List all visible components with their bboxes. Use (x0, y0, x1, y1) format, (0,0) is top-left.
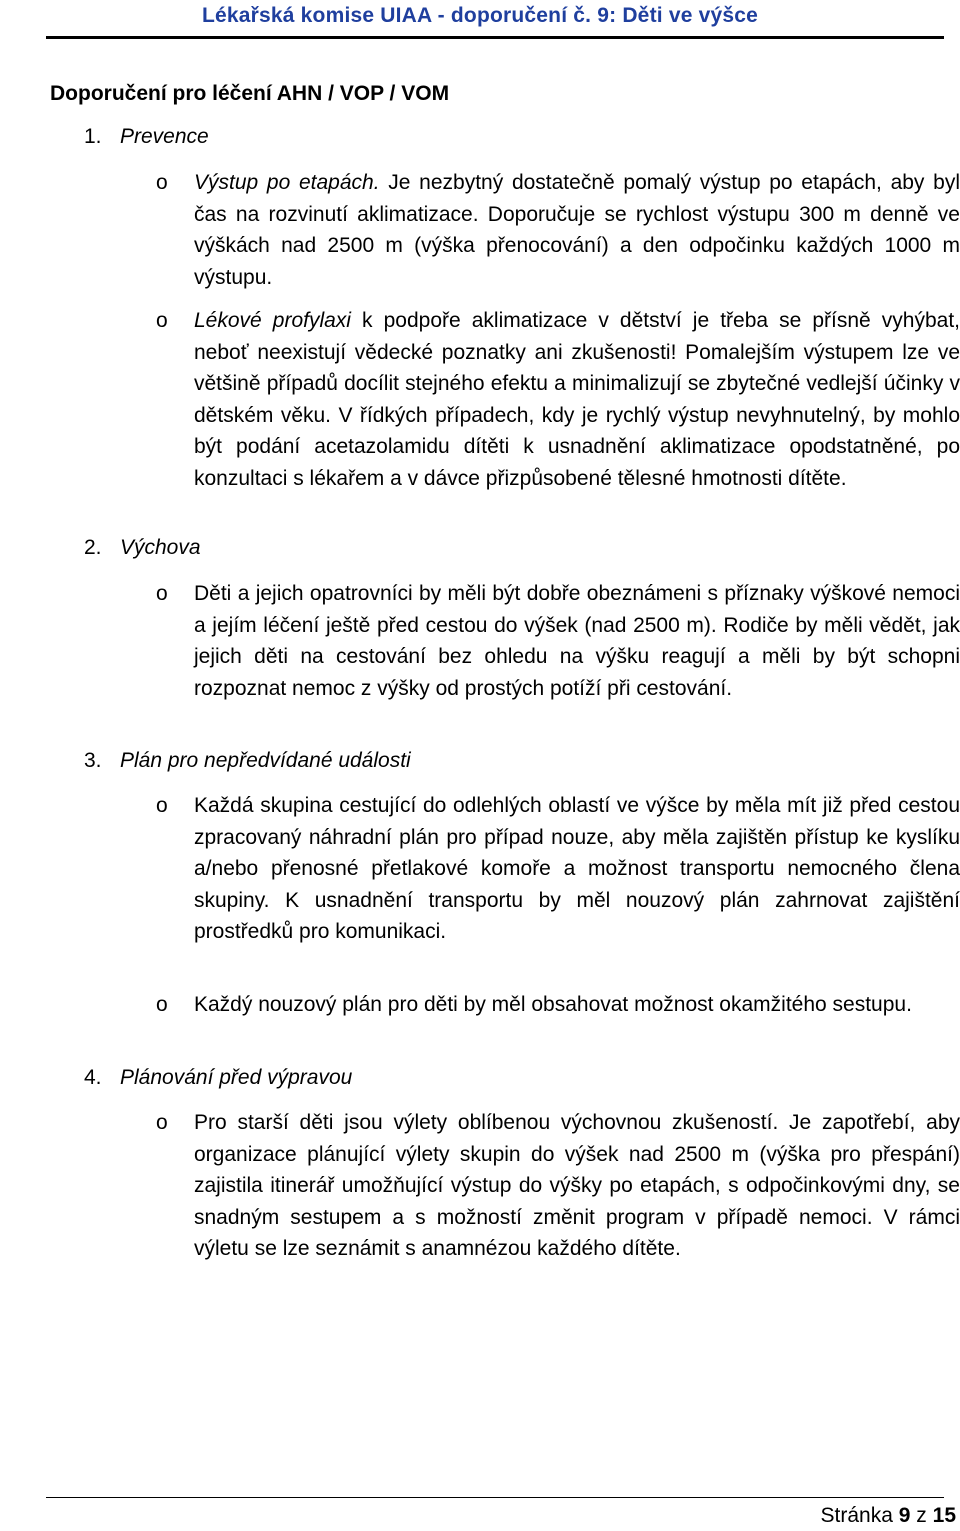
bullet-icon: o (156, 171, 168, 194)
section-title: Plánování před výpravou (120, 1066, 353, 1089)
page-total: 15 (932, 1504, 956, 1527)
page-footer (756, 1504, 960, 1528)
list-item-text: Děti a jejich opatrovníci by měli být dobře obeznámeni s příznaky výškové nemoci a jejím léčení ještě před cestou do výšek (nad 2500 m). Rodiče by měli vědět, jak jejich děti na cestování bez ohledu na výšku reagují a měli by být schopni rozpoznat nemoc z výšky od prostých potíží při cestování. (194, 582, 960, 700)
item-lead: Lékové profylaxi (194, 309, 351, 332)
list-item-text: Pro starší děti jsou výlety oblíbenou výchovnou zkušeností. Je zapotřebí, aby organizace plánující výlety skupin do výšek nad 2500 m (výška pro přespání) zajistila itinerář umožňující výstup do výšky po etapách, s odpočinkovými dny, se snadným sestupem a s možností změnit program v případě nemoci. V rámci výletu se lze seznámit s anamnézou každého dítěte. (194, 1111, 960, 1260)
bullet-icon: o (156, 1111, 168, 1134)
item-body: k podpoře aklimatizace v dětství je třeba se přísně vyhýbat, neboť neexistují vědecké poznatky ani zkušenosti! Pomalejším výstupem lze ve většině případů docílit stejného efektu a minimalizují se zbytečné vedlejší účinky v dětském věku. V řídkých případech, kdy je rychlý výstup nevyhnutelný, by mohlo být podání acetazolamidu dítěti k usnadnění aklimatizace opodstatněné, po konzultaci s lékařem a v dávce přizpůsobené tělesné hmotnosti dítěte. (194, 309, 960, 490)
bullet-icon: o (156, 309, 168, 332)
page-number: 9 (898, 1504, 911, 1527)
list-item-text (194, 167, 960, 293)
section-number: 1. (84, 125, 102, 148)
section-title: Plán pro nepředvídané události (120, 749, 411, 772)
section-heading-planovani (84, 1066, 352, 1090)
item-body: Je nezbytný dostatečně pomalý výstup po etapách, aby byl čas na rozvinutí aklimatizace. Doporučuje se rychlost výstupu 300 m denně ve výškách nad 2500 m (výška přenocování) a den odpočinku každých 1000 m výstupu. (194, 171, 960, 289)
list-item-text: Každá skupina cestující do odlehlých oblastí ve výšce by měla mít již před cestou zpracovaný náhradní plán pro případ nouze, aby měla zajištěn přístup ke kyslíku a/nebo přenosné přetlakové komoře a možnost transportu nemocného člena skupiny. K usnadnění transportu by měl nouzový plán zahrnovat zajištění prostředků pro komunikaci. (194, 794, 960, 943)
list-item-text: Každý nouzový plán pro děti by měl obsahovat možnost okamžitého sestupu. (194, 993, 912, 1016)
section-title: Prevence (120, 125, 209, 148)
section-heading-prevence (84, 125, 209, 149)
bullet-icon: o (156, 794, 168, 817)
section-number: 4. (84, 1066, 102, 1089)
section-number: 2. (84, 536, 102, 559)
footer-divider (46, 1497, 944, 1498)
bullet-icon: o (156, 582, 168, 605)
page-of-label: z (916, 1504, 927, 1527)
section-title: Výchova (120, 536, 201, 559)
section-heading-plan-nepredvidane (84, 749, 411, 773)
list-item-text (194, 305, 960, 494)
item-lead: Výstup po etapách. (194, 171, 380, 194)
section-number: 3. (84, 749, 102, 772)
page-label: Stránka (820, 1504, 893, 1527)
header-divider (46, 36, 944, 39)
bullet-icon: o (156, 993, 168, 1016)
section-heading-vychova (84, 536, 201, 560)
page-title: Doporučení pro léčení AHN / VOP / VOM (50, 82, 450, 105)
document-header-title: Lékařská komise UIAA - doporučení č. 9: Děti ve výšce (201, 4, 759, 27)
